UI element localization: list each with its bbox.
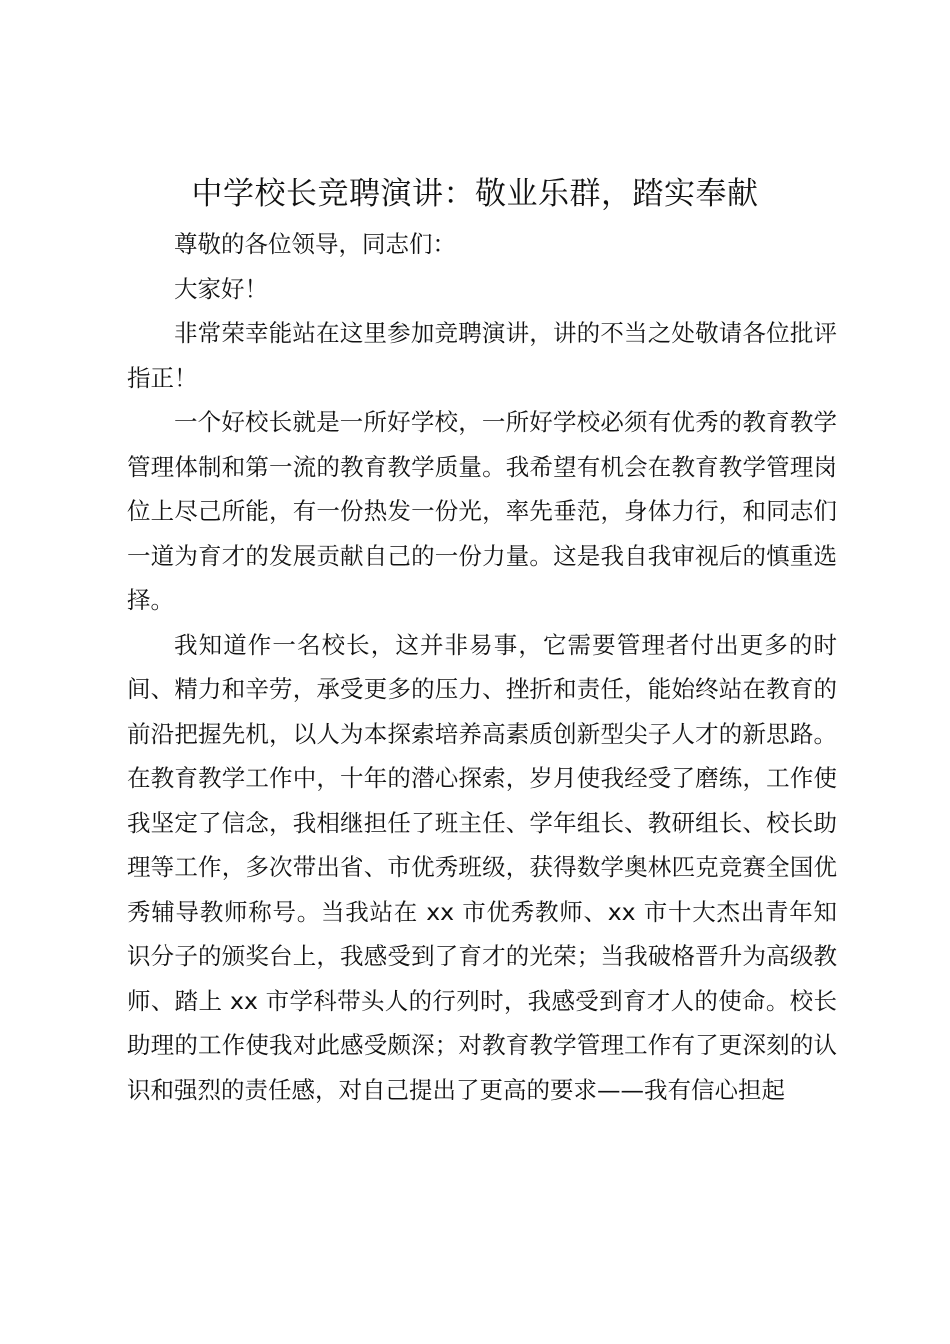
document-title: 中学校长竞聘演讲：敬业乐群，踏实奉献 bbox=[191, 176, 759, 212]
salutation-paragraph: 尊敬的各位领导，同志们： bbox=[174, 230, 456, 258]
greeting-paragraph: 大家好！ bbox=[174, 274, 268, 303]
body-paragraph: 我知道作一名校长，这并非易事，它需要管理者付出更多的时间、精力和辛劳，承受更多的压力、挫折和责任，能始终站在教育的前沿把握先机，以人为本探索培养高素质创新型尖子人才的新思路。在教育教学工作中，十年的潜心探索，岁月使我经受了磨练，工作使我坚定了信念，我相继担任了班主任、学年组长、教研组长、校长助理等工作，多次带出省、市优秀班级，获得数学奥林匹克竞赛全国优秀辅导教师称号。当我站在 xx 市优秀教师、xx 市十大杰出青年知识分子的颁奖台上，我感受到了育才的光荣；当我破格晋升为高级教师、踏上 xx 市学科带头人的行列时，我感受到育才人的使命。校长助理的工作使我对此感受颇深；对教育教学管理工作有了更深刻的认识和强烈的责任感，对自己提出了更高的要求——我有信心担起 bbox=[127, 630, 837, 1104]
body-paragraph: 一个好校长就是一所好学校，一所好学校必须有优秀的教育教学管理体制和第一流的教育教学质量。我希望有机会在教育教学管理岗位上尽己所能，有一份热发一份光，率先垂范，身体力行，和同志们一道为育才的发展贡献自己的一份力量。这是我自我审视后的慎重选择。 bbox=[127, 408, 837, 614]
document-body bbox=[127, 222, 837, 1112]
body-paragraph: 非常荣幸能站在这里参加竞聘演讲，讲的不当之处敬请各位批评指正！ bbox=[127, 319, 837, 392]
